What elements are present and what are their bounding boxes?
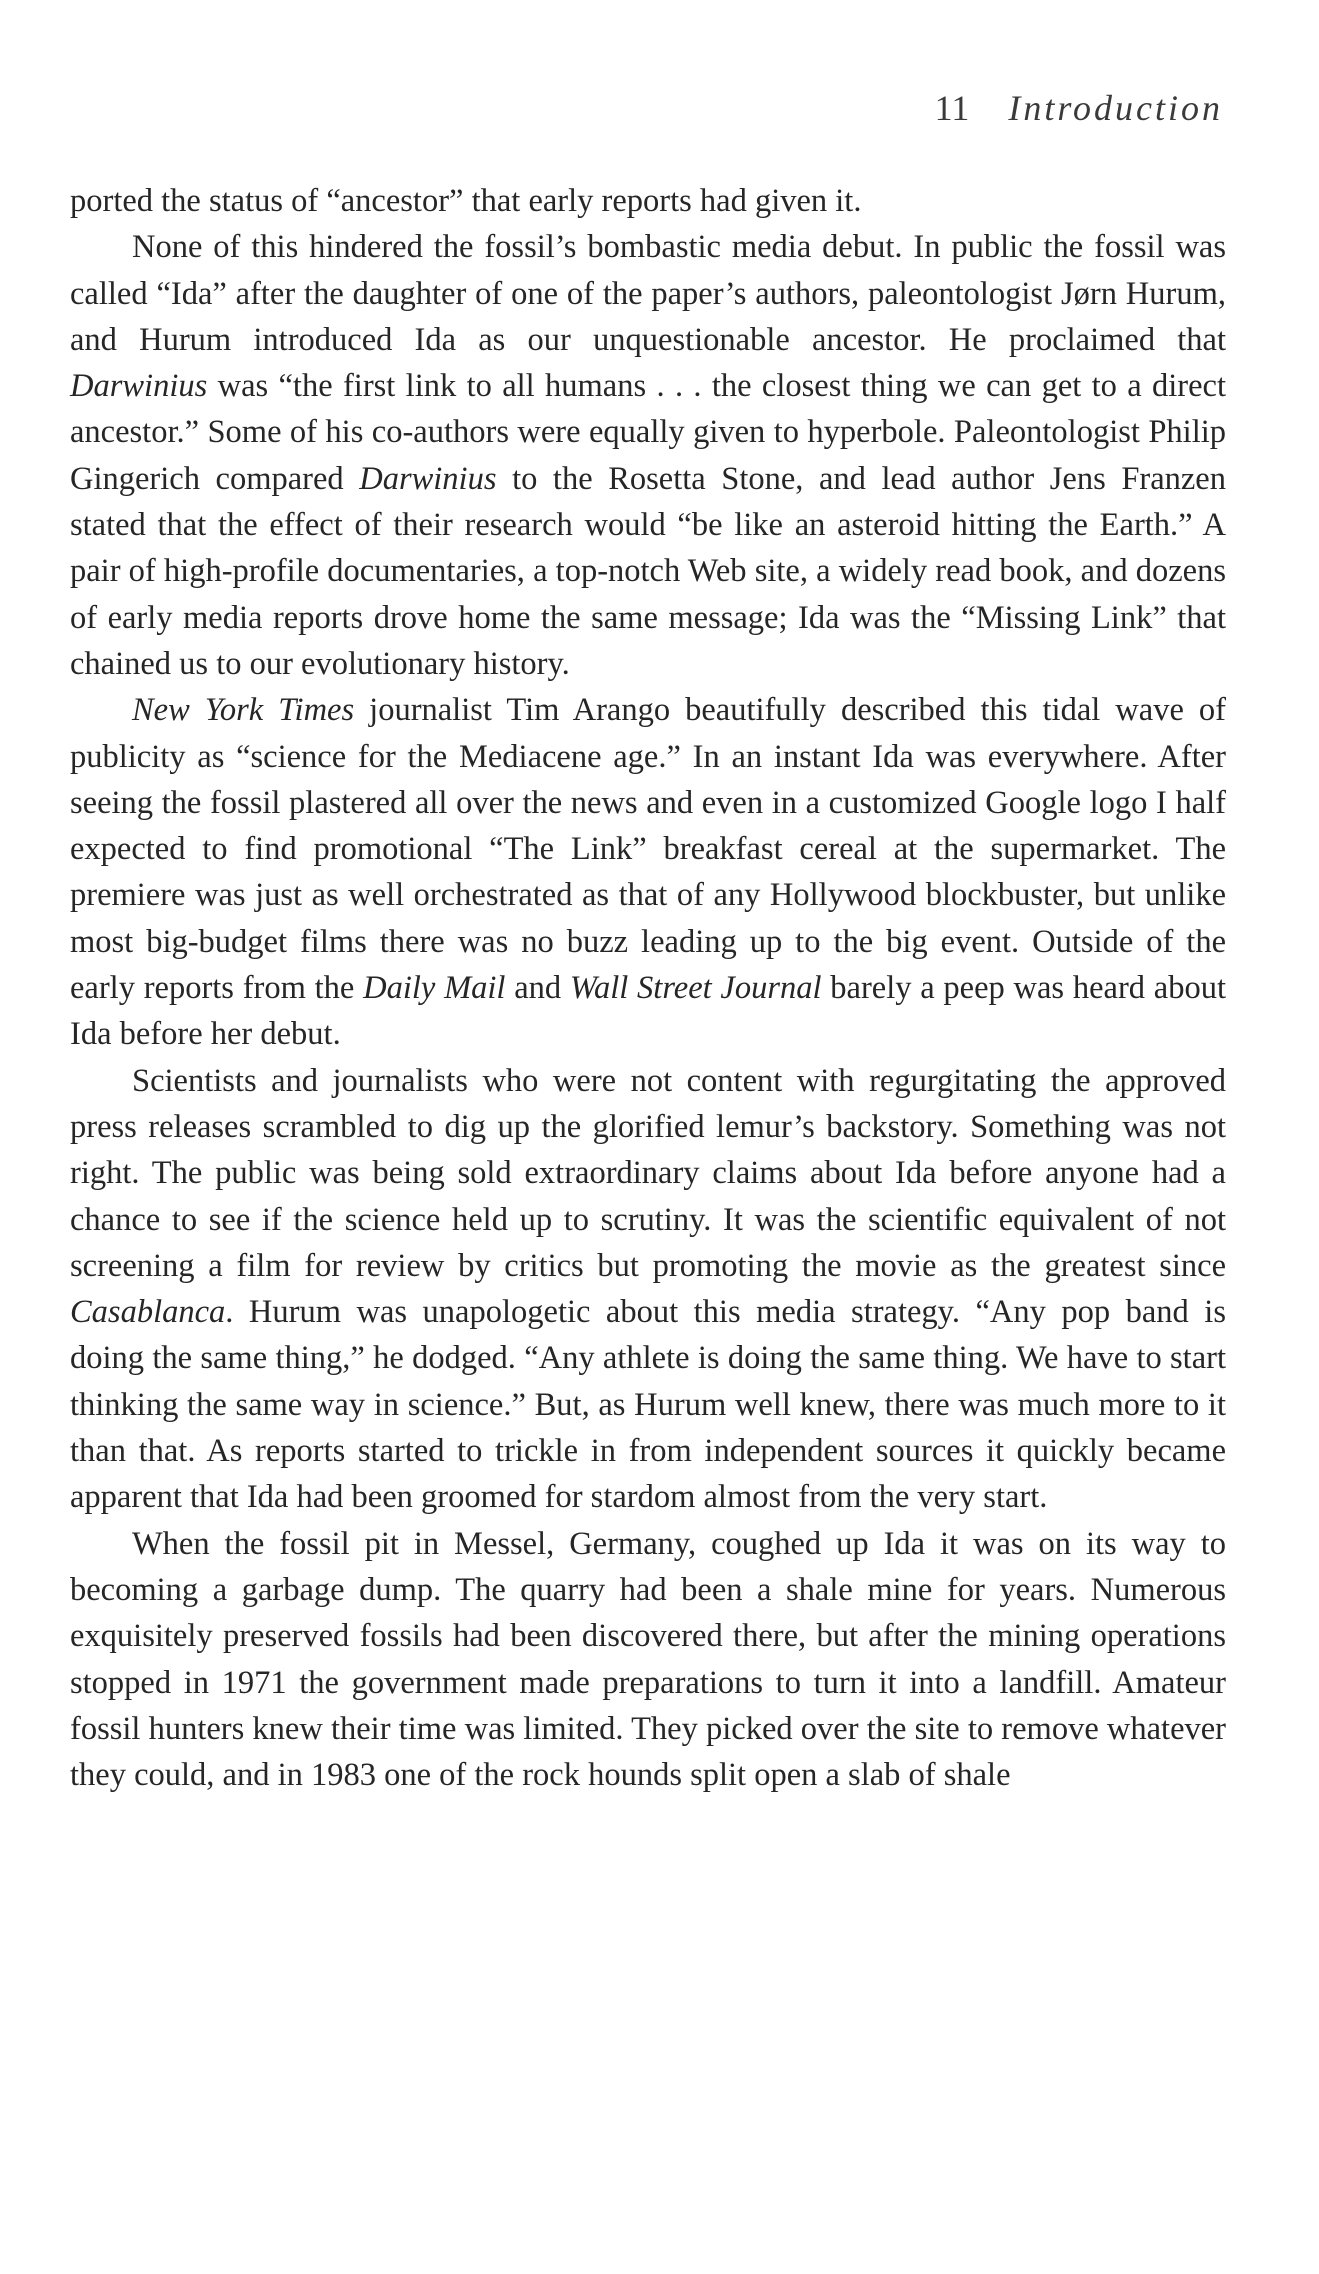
text-run: When the fossil pit in Messel, Germany, coughed up Ida it was on its way to becoming a garbage dump. The quarry had been a shale mine for years. Numerous exquisitely preserved fossils had been discovered there, but after the mining operations stopped in 1971 the government made preparations to turn it into a landfill. Amateur fossil hunters knew their time was limited. They picked over the site to remove whatever they could, and in 1983 one of the rock hounds split open a slab of shale (70, 1525, 1226, 1794)
running-header (935, 86, 1223, 130)
text-run: None of this hindered the fossil’s bombastic media debut. In public the fossil was called “Ida” after the daughter of one of the paper’s authors, paleontologist Jørn Hurum, and Hurum introduced Ida as our unquestionable ancestor. He proclaimed that (70, 229, 1226, 358)
italic-text: New York Times (132, 692, 355, 729)
italic-text: Daily Mail (363, 970, 506, 1007)
page-number: 11 (934, 88, 970, 128)
paragraph (70, 1058, 1226, 1521)
body-text (70, 178, 1226, 1798)
text-run: . Hurum was unapologetic about this media strategy. “Any pop band is doing the same thing,” he dodged. “Any athlete is doing the same thing. We have to start thinking the same way in science.” But, as Hurum well knew, there was much more to it than that. As reports started to trickle in from independent sources it quickly became apparent that Ida had been groomed for stardom almost from the very start. (70, 1294, 1226, 1516)
text-run: ported the status of “ancestor” that early reports had given it. (70, 183, 862, 219)
text-run: barely a peep was heard about Ida before her debut. (70, 970, 1226, 1053)
text-run: journalist Tim Arango beautifully described this tidal wave of publicity as “science for the Mediacene age.” In an instant Ida was everywhere. After seeing the fossil plastered all over the news and even in a customized Google logo I half expected to find promotional “The Link” breakfast cereal at the supermarket. The premiere was just as well orchestrated as that of any Hollywood blockbuster, but unlike most big-budget films there was no buzz leading up to the big event. Outside of the early reports from the (70, 692, 1226, 1007)
text-run: was “the first link to all humans . . . the closest thing we can get to a direct ancestor.” Some of his co-authors were equally given to hyperbole. Paleontologist Philip Gingerich compared (70, 368, 1226, 497)
text-run: and (505, 970, 570, 1007)
italic-text: Darwinius (359, 460, 497, 497)
text-run: Scientists and journalists who were not content with regurgitating the approved press releases scrambled to dig up the glorified lemur’s backstory. Something was not right. The public was being sold extraordinary claims about Ida before anyone had a chance to see if the science held up to scrutiny. It was the scientific equivalent of not screening a film for review by critics but promoting the movie as the greatest since (70, 1062, 1226, 1284)
italic-text: Casablanca (70, 1294, 226, 1331)
italic-text: Darwinius (70, 368, 208, 405)
text-run: to the Rosetta Stone, and lead author Jens Franzen stated that the effect of their research would “be like an asteroid hitting the Earth.” A pair of high-profile documentaries, a top-notch Web site, a widely read book, and dozens of early media reports drove home the same message; Ida was the “Missing Link” that chained us to our evolutionary history. (70, 460, 1226, 682)
running-title: Introduction (1008, 88, 1223, 128)
paragraph (70, 1521, 1226, 1799)
paragraph (70, 687, 1226, 1057)
italic-text: Wall Street Journal (569, 970, 822, 1007)
paragraph (70, 178, 1226, 224)
paragraph (70, 224, 1226, 687)
